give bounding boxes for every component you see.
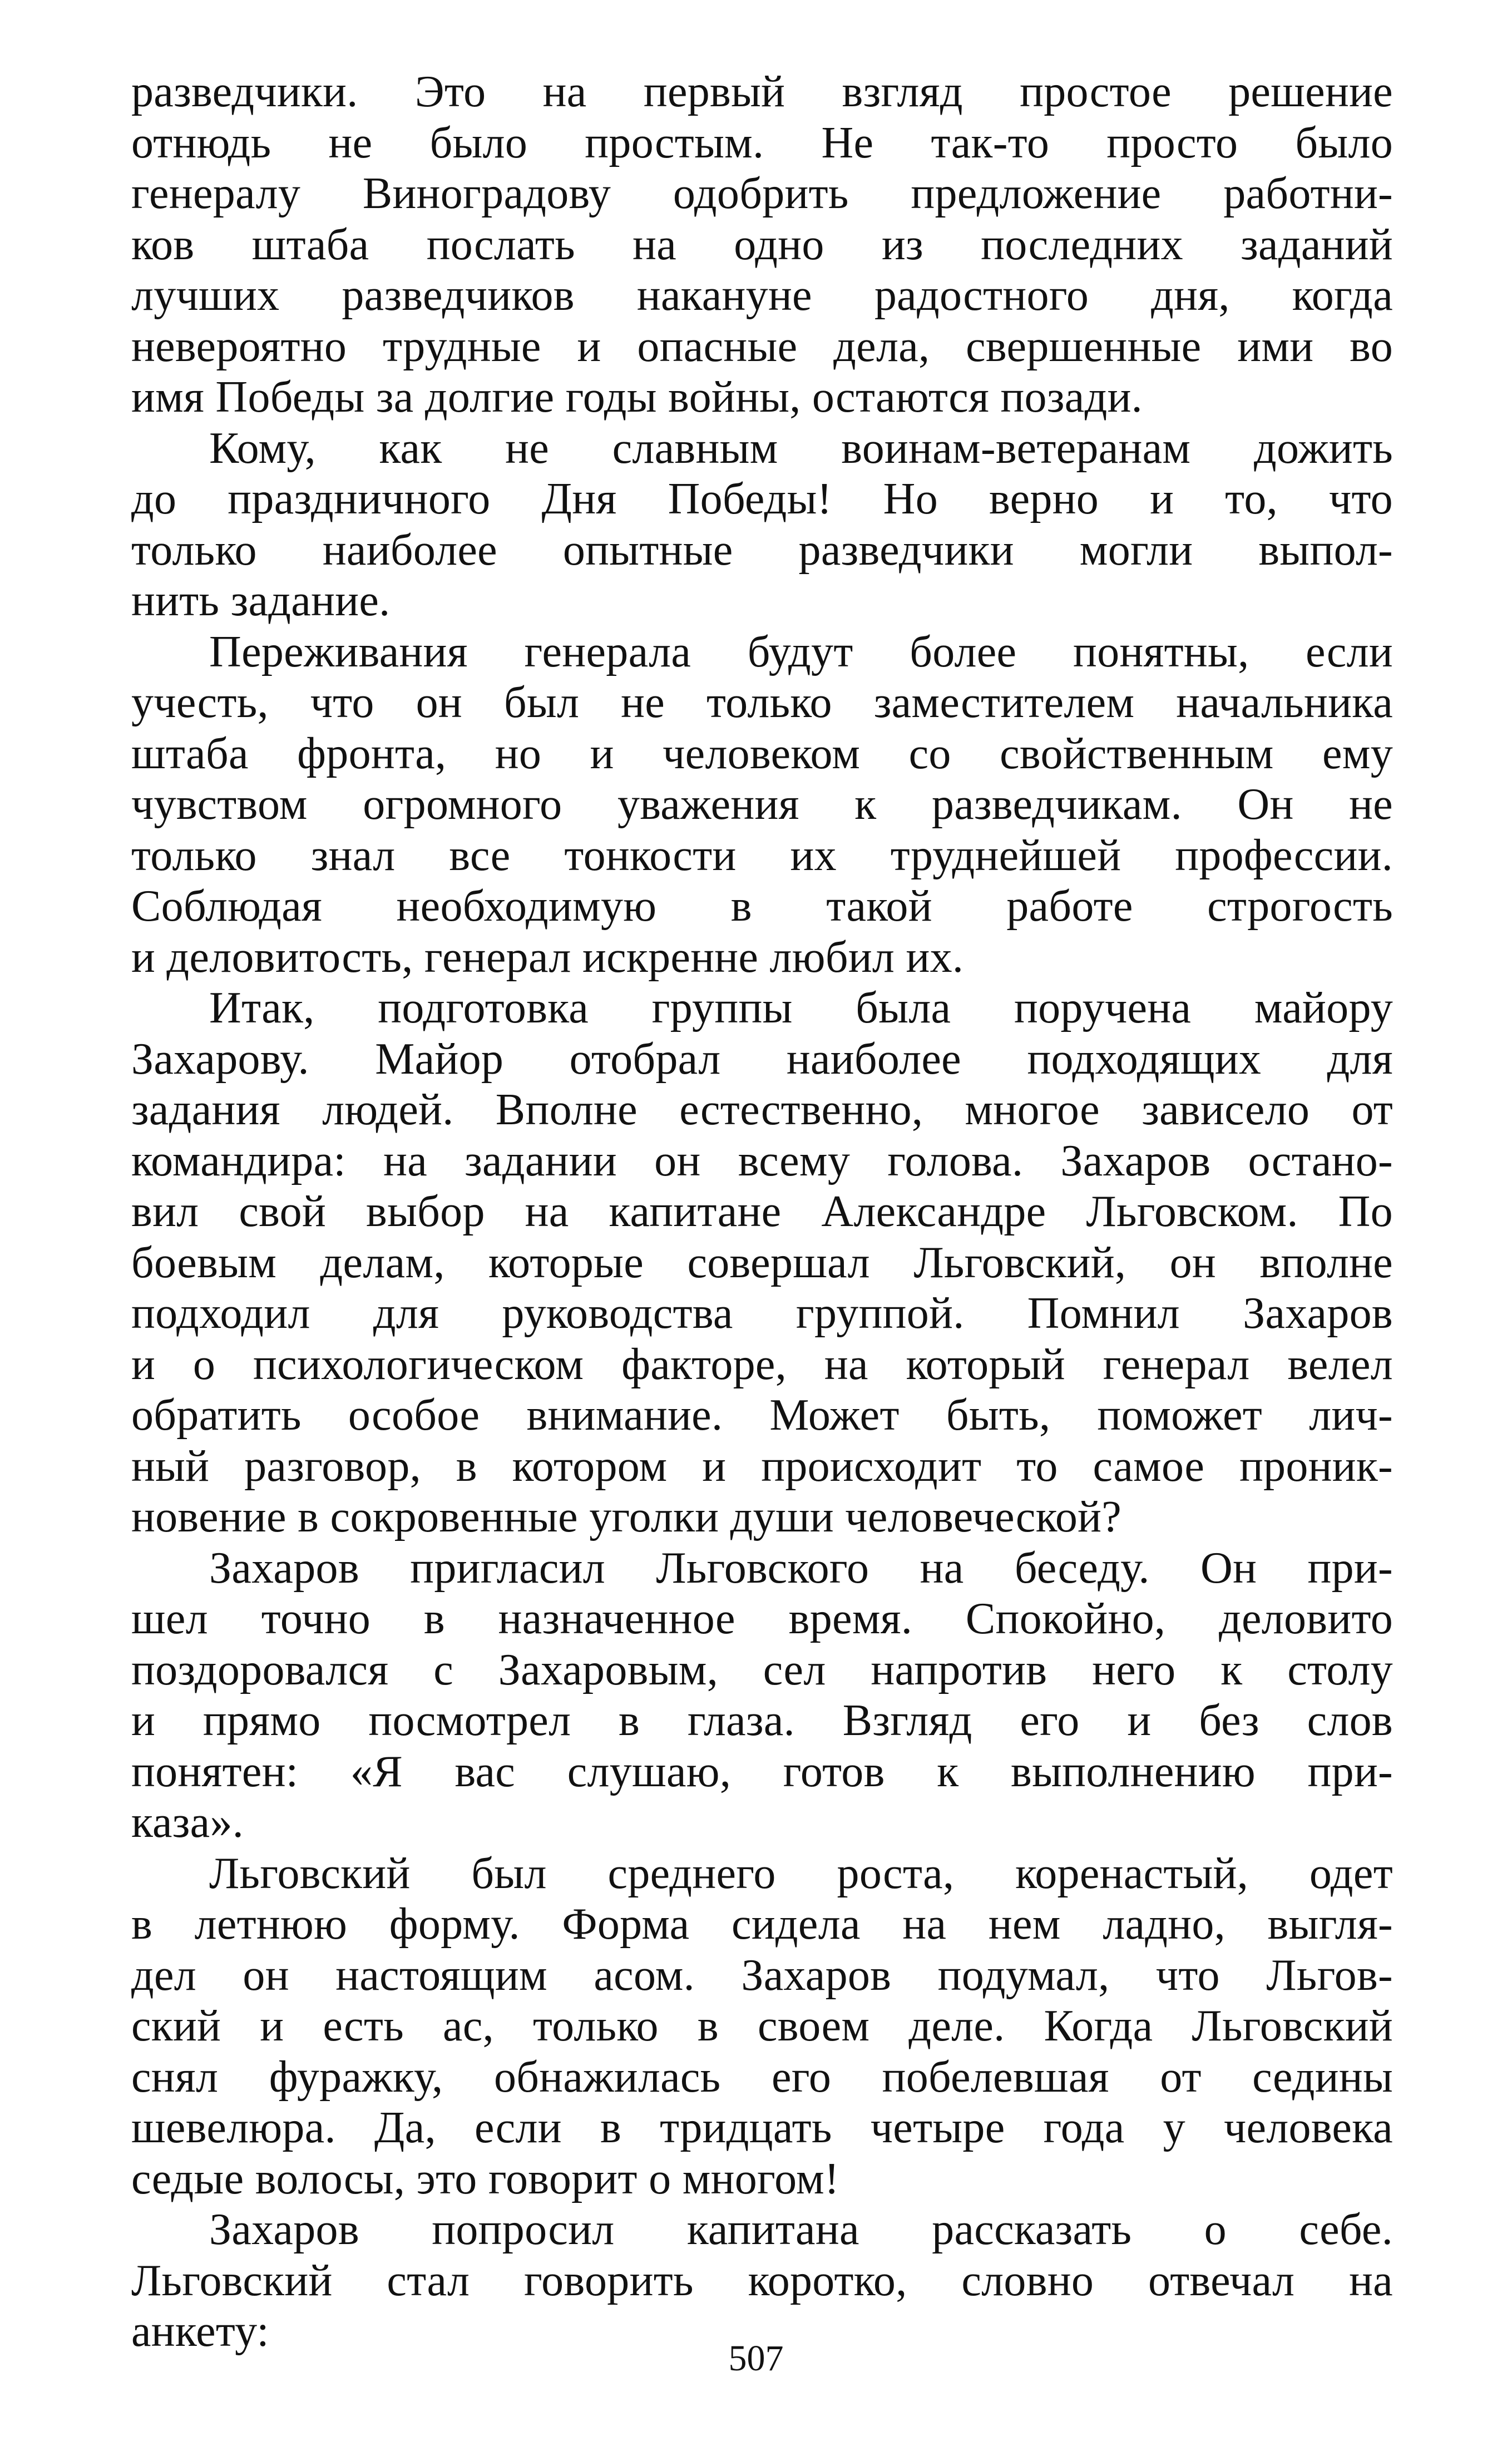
text-line: ков штаба послать на одно из последних заданий: [131, 220, 1393, 269]
text-line: Захаров пригласил Льговского на беседу. Он при-: [209, 1543, 1393, 1593]
paragraph-5: [131, 1543, 1393, 1849]
text-line: чувством огромного уважения к разведчикам. Он не: [131, 780, 1393, 829]
text-line: боевым делам, которые совершал Льговский, он вполне: [131, 1238, 1393, 1287]
text-line: нить задание.: [131, 576, 391, 625]
page-body: [131, 67, 1393, 2358]
text-line: подходил для руководства группой. Помнил Захаров: [131, 1289, 1393, 1338]
text-line: поздоровался с Захаровым, сел напротив него к столу: [131, 1645, 1393, 1694]
page-number: 507: [728, 2338, 784, 2379]
text-line: задания людей. Вполне естественно, многое зависело от: [131, 1085, 1393, 1134]
paragraph-2: [131, 423, 1393, 627]
text-line: каза».: [131, 1798, 244, 1847]
paragraph-4: [131, 983, 1393, 1543]
text-line: Итак, подготовка группы была поручена майору: [209, 984, 1393, 1032]
text-line: анкету:: [131, 2307, 269, 2356]
text-line: генералу Виноградову одобрить предложение работни-: [131, 169, 1393, 218]
text-line: командира: на задании он всему голова. Захаров остано-: [131, 1136, 1393, 1185]
text-line: шевелюра. Да, если в тридцать четыре года у человека: [131, 2103, 1393, 2152]
text-line: и деловитость, генерал искренне любил их.: [131, 932, 964, 982]
paragraph-3: [131, 627, 1393, 984]
text-line: Соблюдая необходимую в такой работе строгость: [131, 882, 1393, 931]
text-line: ный разговор, в котором и происходит то самое проник-: [131, 1441, 1393, 1491]
text-line: только наиболее опытные разведчики могли выпол-: [131, 525, 1393, 575]
text-line: и о психологическом факторе, на который генерал велел: [131, 1340, 1393, 1389]
text-line: в летнюю форму. Форма сидела на нем ладно, выгля-: [131, 1900, 1393, 1949]
text-line: разведчики. Это на первый взгляд простое решение: [131, 67, 1393, 116]
text-line: вил свой выбор на капитане Александре Льговском. По: [131, 1187, 1393, 1236]
text-line: понятен: «Я вас слушаю, готов к выполнению при-: [131, 1747, 1393, 1796]
text-line: обратить особое внимание. Может быть, поможет лич-: [131, 1391, 1393, 1440]
text-line: седые волосы, это говорит о многом!: [131, 2154, 839, 2203]
text-line: учесть, что он был не только заместителем начальника: [131, 678, 1393, 727]
text-line: шел точно в назначенное время. Спокойно, деловито: [131, 1594, 1393, 1643]
text-line: дел он настоящим асом. Захаров подумал, что Льгов-: [131, 1950, 1393, 2000]
text-line: отнюдь не было простым. Не так-то просто было: [131, 118, 1393, 167]
text-line: Льговский был среднего роста, коренастый, одет: [209, 1849, 1393, 1898]
text-line: невероятно трудные и опасные дела, свершенные ими во: [131, 322, 1393, 371]
text-line: штаба фронта, но и человеком со свойственным ему: [131, 729, 1393, 778]
text-line: и прямо посмотрел в глаза. Взгляд его и без слов: [131, 1696, 1393, 1745]
text-line: снял фуражку, обнажилась его побелевшая от седины: [131, 2052, 1393, 2102]
paragraph-1: [131, 67, 1393, 423]
text-line: Льговский стал говорить коротко, словно отвечал на: [131, 2256, 1393, 2305]
text-line: новение в сокровенные уголки души человеческой?: [131, 1493, 1122, 1541]
text-line: Захаров попросил капитана рассказать о себе.: [209, 2205, 1393, 2254]
text-line: только знал все тонкости их труднейшей профессии.: [131, 831, 1393, 880]
paragraph-7: [131, 2205, 1393, 2358]
text-line: до праздничного Дня Победы! Но верно и то, что: [131, 475, 1393, 523]
text-line: имя Победы за долгие годы войны, остаются позади.: [131, 373, 1143, 422]
text-line: лучших разведчиков накануне радостного дня, когда: [131, 271, 1393, 320]
text-line: Переживания генерала будут более понятны, если: [209, 627, 1393, 676]
text-line: Захарову. Майор отобрал наиболее подходящих для: [131, 1034, 1393, 1084]
text-line: ский и есть ас, только в своем деле. Когда Льговский: [131, 2002, 1393, 2050]
text-line: Кому, как не славным воинам-ветеранам дожить: [209, 423, 1393, 473]
paragraph-6: [131, 1849, 1393, 2205]
